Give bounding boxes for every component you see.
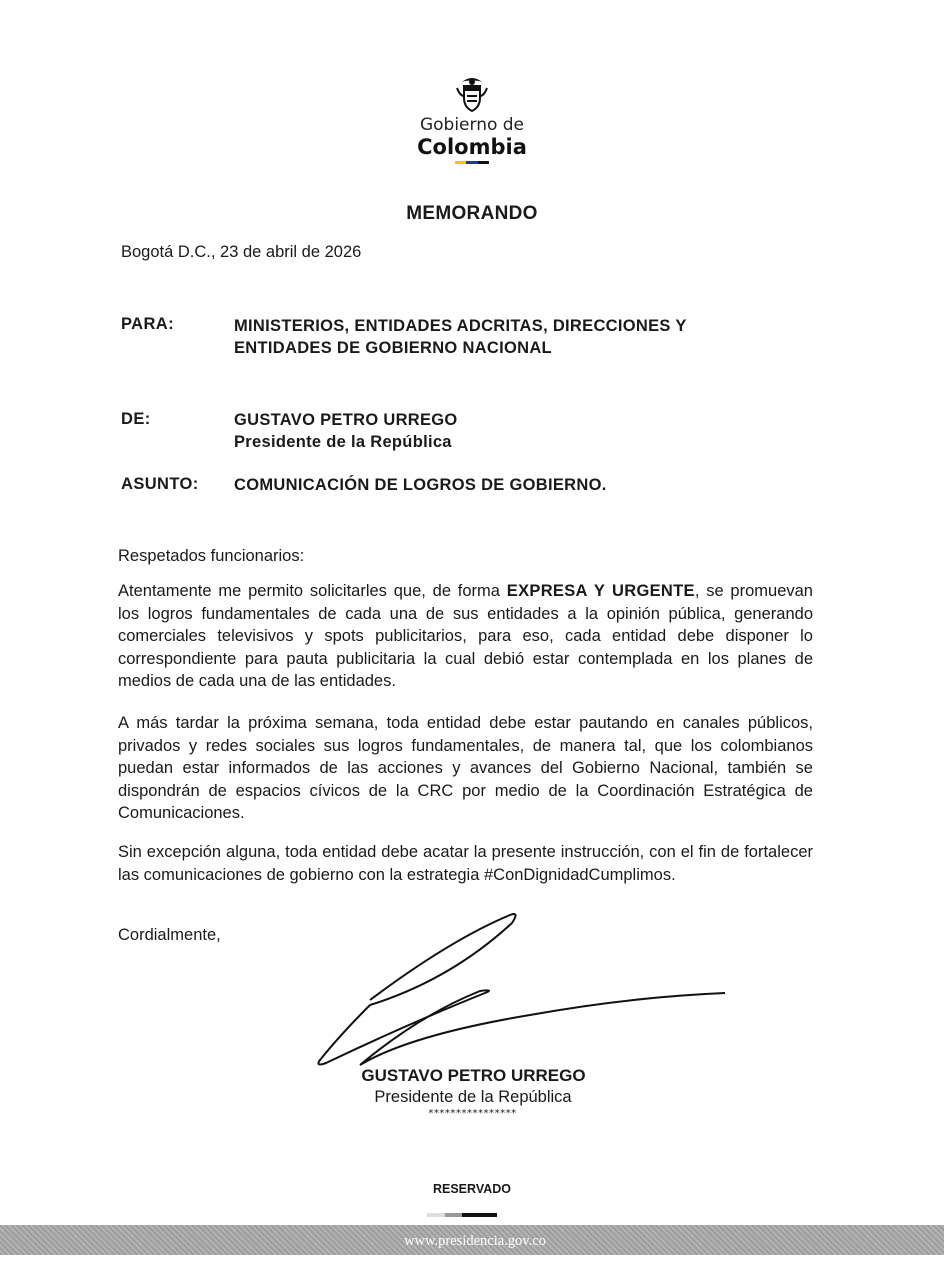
de-label: DE: — [121, 410, 151, 428]
asunto-label: ASUNTO: — [121, 475, 199, 493]
para-value — [234, 315, 687, 359]
flag-stripe — [455, 161, 489, 164]
de-line: Presidente de la República — [234, 433, 452, 451]
footer-flag-stripe — [427, 1213, 497, 1217]
logo-text-line1: Gobierno de — [419, 115, 525, 135]
footer-url[interactable]: www.presidencia.gov.co — [404, 1233, 546, 1249]
signatory-stars: **************** — [427, 1108, 517, 1119]
memo-title: MEMORANDO — [406, 203, 538, 224]
paragraph-1-end: , se promuevan los logros fundamentales de cada una de sus entidades a la opinión pública, generando comerciales televisivos y spots publicitarios, para eso, cada entidad debe disponer lo correspondiente para pauta publicitaria la cual debió estar contemplada en los planes de medios de cada una de las entidades. — [118, 582, 813, 691]
closing: Cordialmente, — [118, 926, 221, 944]
handwritten-signature — [300, 905, 740, 1070]
de-value — [234, 409, 458, 453]
para-label: PARA: — [121, 315, 175, 333]
paragraph-1 — [118, 580, 813, 693]
paragraph-2: A más tardar la próxima semana, toda entidad debe estar pautando en canales públicos, privados y redes sociales sus logros fundamentales, de manera tal, que los colombianos puedan estar informados de las acciones y avances del Gobierno Nacional, también se dispondrán de espacios cívicos de la CRC por medio de la Coordinación Estratégica de Comunicaciones. — [118, 714, 813, 823]
paragraph-1-emphasis: EXPRESA Y URGENTE — [506, 582, 695, 600]
para-line: ENTIDADES DE GOBIERNO NACIONAL — [234, 339, 552, 357]
asunto-value: COMUNICACIÓN DE LOGROS DE GOBIERNO. — [234, 476, 607, 494]
de-line: GUSTAVO PETRO URREGO — [234, 411, 458, 429]
logo-text-line2: Colombia — [417, 135, 527, 159]
coat-of-arms-icon — [452, 74, 492, 114]
paragraph-1-start: Atentamente me permito solicitarles que, de forma — [118, 582, 507, 600]
classification-label: RESERVADO — [432, 1182, 512, 1196]
salutation: Respetados funcionarios: — [118, 547, 305, 565]
signatory-name: GUSTAVO PETRO URREGO — [361, 1066, 586, 1085]
signatory-title: Presidente de la República — [374, 1088, 572, 1106]
place-date: Bogotá D.C., 23 de abril de 2026 — [121, 243, 362, 261]
government-logo — [0, 74, 944, 164]
para-line: MINISTERIOS, ENTIDADES ADCRITAS, DIRECCIONES Y — [234, 317, 687, 335]
paragraph-3: Sin excepción alguna, toda entidad debe acatar la presente instrucción, con el fin de fortalecer las comunicaciones de gobierno con la estrategia #ConDignidadCumplimos. — [118, 843, 813, 884]
